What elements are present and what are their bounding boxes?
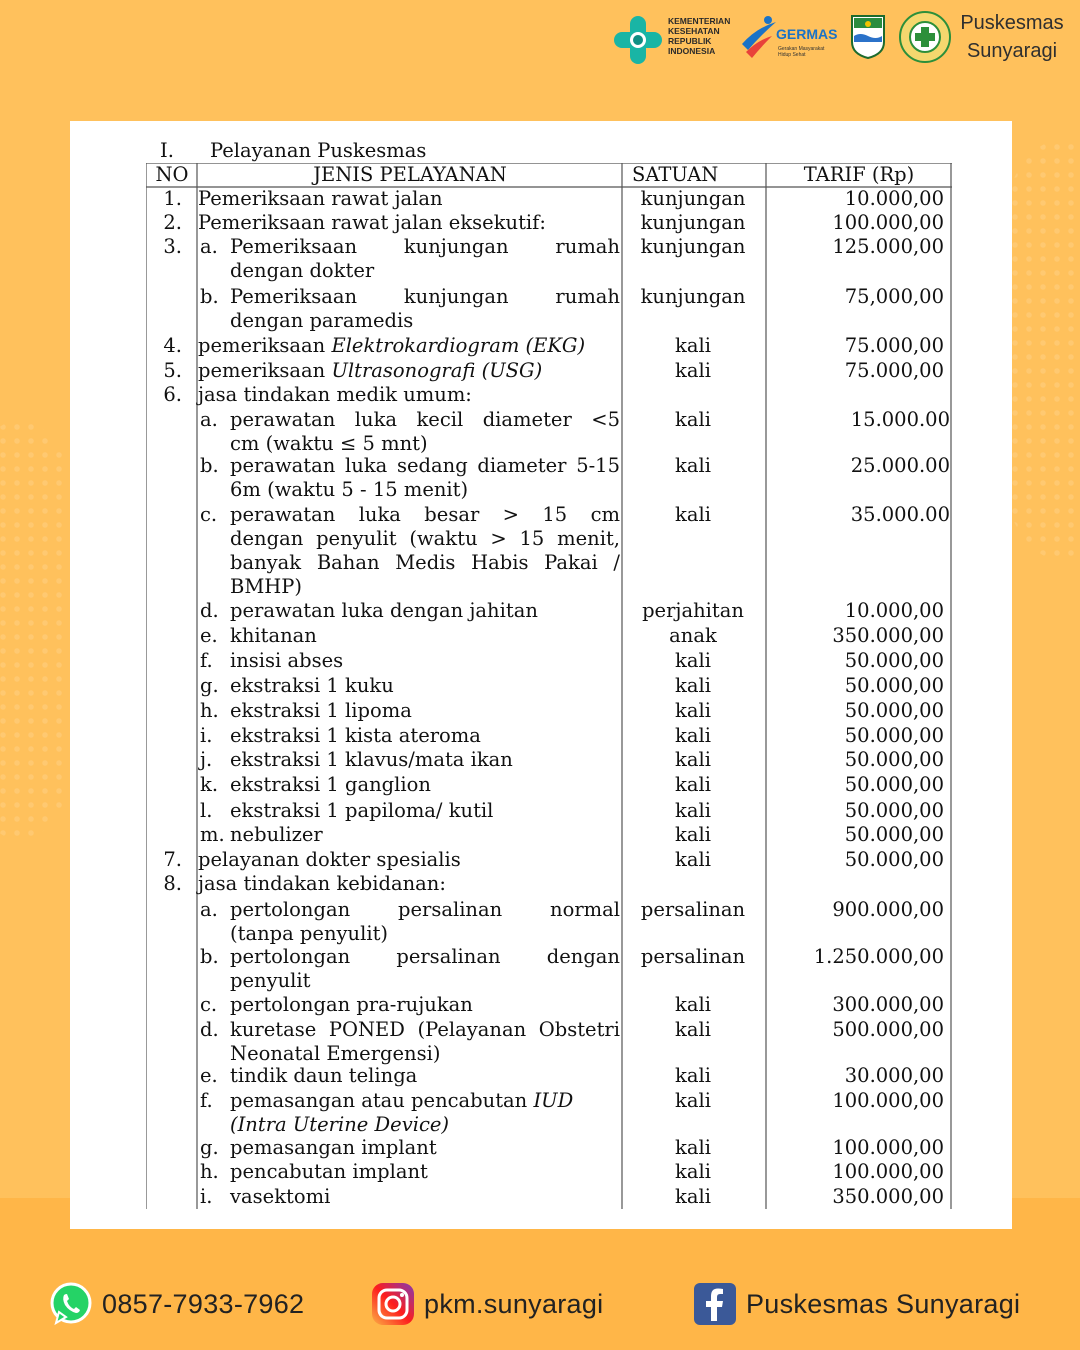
tariff-cell: 30.000,00 [844, 1064, 944, 1087]
row-sub-letter: b. [200, 945, 219, 968]
tariff-cell: 50.000,00 [844, 699, 944, 722]
column-header-jenis: JENIS PELAYANAN [313, 163, 507, 186]
unit-cell: kali [675, 649, 711, 672]
row-sub-letter: c. [200, 993, 218, 1016]
row-sub-letter: a. [200, 235, 218, 258]
row-number: 1. [163, 187, 182, 210]
service-name: Pemeriksaan rawat jalan [198, 187, 443, 210]
germas-subtitle: Gerakan Masyarakat Hidup Sehat [778, 46, 825, 58]
unit-cell: kali [675, 674, 711, 697]
service-name: ekstraksi 1 lipoma [230, 699, 412, 722]
row-sub-letter: f. [200, 1089, 213, 1112]
kemenkes-logo-icon [612, 14, 664, 66]
unit-cell: kali [675, 773, 711, 796]
unit-cell: kali [675, 1185, 711, 1208]
service-name: perawatan luka kecil diameter <5 [230, 408, 620, 431]
tariff-cell: 15.000.00 [850, 408, 950, 431]
tariff-cell: 350.000,00 [832, 624, 944, 647]
row-sub-letter: f. [200, 649, 213, 672]
instagram-icon [370, 1281, 416, 1327]
column-header-no: NO [155, 163, 189, 186]
service-name: 6m (waktu 5 - 15 menit) [230, 478, 469, 501]
unit-cell: kali [675, 1089, 711, 1112]
unit-cell: kunjungan [640, 211, 746, 234]
column-header-satuan: SATUAN [632, 163, 719, 186]
service-name-italic: Ultrasonografi (USG) [331, 359, 543, 382]
service-name [198, 359, 542, 383]
tariff-cell: 50.000,00 [844, 649, 944, 672]
tariff-cell: 100.000,00 [832, 1160, 944, 1183]
service-name: BMHP) [230, 575, 303, 598]
footer-contacts [0, 1278, 1080, 1330]
service-name: ekstraksi 1 papiloma/ kutil [230, 799, 494, 822]
whatsapp-icon [48, 1281, 94, 1327]
tariff-cell: 1.250.000,00 [813, 945, 944, 968]
instagram-handle: pkm.sunyaragi [424, 1288, 604, 1319]
row-sub-letter: e. [200, 624, 218, 647]
tariff-cell: 50.000,00 [844, 799, 944, 822]
unit-cell: kali [675, 724, 711, 747]
service-name [230, 1089, 573, 1113]
service-name: nebulizer [230, 823, 323, 846]
service-name: pertolongan persalinan normal [230, 898, 620, 921]
tariff-cell: 300.000,00 [832, 993, 944, 1016]
service-name-text: pemeriksaan [198, 334, 332, 357]
row-sub-letter: k. [200, 773, 219, 796]
row-sub-letter: h. [200, 1160, 219, 1183]
unit-cell: kali [675, 1018, 711, 1041]
org-name: Puskesmas Sunyaragi [960, 12, 1064, 62]
row-number: 7. [163, 848, 182, 871]
service-name [198, 334, 585, 358]
row-sub-letter: g. [200, 1136, 219, 1159]
unit-cell: kali [675, 799, 711, 822]
service-name-italic: (Intra Uterine Device) [230, 1113, 450, 1136]
facebook-icon [692, 1281, 738, 1327]
tariff-cell: 50.000,00 [844, 674, 944, 697]
service-name: dengan dokter [230, 259, 375, 282]
unit-cell: kali [675, 503, 711, 526]
tariff-cell: 10.000,00 [844, 599, 944, 622]
service-name: ekstraksi 1 kuku [230, 674, 394, 697]
germas-swoosh-icon [738, 14, 778, 64]
row-sub-letter: l. [200, 799, 213, 822]
row-number: 4. [163, 334, 182, 357]
tariff-cell: 100.000,00 [832, 211, 944, 234]
service-name: jasa tindakan medik umum: [198, 383, 472, 406]
unit-cell: kali [675, 823, 711, 846]
service-name: vasektomi [230, 1185, 331, 1208]
service-name: Pemeriksaan kunjungan rumah [230, 235, 620, 258]
service-name: kuretase PONED (Pelayanan Obstetri [230, 1018, 620, 1041]
tariff-cell: 50.000,00 [844, 773, 944, 796]
row-sub-letter: g. [200, 674, 219, 697]
tariff-cell: 50.000,00 [844, 823, 944, 846]
tariff-cell: 350.000,00 [832, 1185, 944, 1208]
service-name: pertolongan pra-rujukan [230, 993, 473, 1016]
row-number: 8. [163, 872, 182, 895]
row-sub-letter: a. [200, 898, 218, 921]
unit-cell: kali [675, 1136, 711, 1159]
unit-cell: kali [675, 408, 711, 431]
tariff-cell: 75.000,00 [844, 334, 944, 357]
service-name: Neonatal Emergensi) [230, 1042, 441, 1065]
unit-cell: kali [675, 748, 711, 771]
service-name: Pemeriksaan rawat jalan eksekutif: [198, 211, 546, 234]
unit-cell: kali [675, 454, 711, 477]
service-name: cm (waktu ≤ 5 mnt) [230, 432, 428, 455]
unit-cell: kunjungan [640, 187, 746, 210]
row-sub-letter: b. [200, 285, 219, 308]
service-name: ekstraksi 1 klavus/mata ikan [230, 748, 513, 771]
tariff-cell: 75.000,00 [844, 359, 944, 382]
unit-cell: persalinan [640, 898, 746, 921]
unit-cell: kali [675, 1064, 711, 1087]
row-sub-letter: d. [200, 599, 219, 622]
tariff-cell: 500.000,00 [832, 1018, 944, 1041]
row-sub-letter: a. [200, 408, 218, 431]
service-name: pencabutan implant [230, 1160, 428, 1183]
tariff-cell: 75,000,00 [844, 285, 944, 308]
row-sub-letter: i. [200, 1185, 213, 1208]
unit-cell: kali [675, 359, 711, 382]
tariff-cell: 125.000,00 [832, 235, 944, 258]
service-name-italic: IUD [533, 1089, 574, 1112]
facebook-page: Puskesmas Sunyaragi [746, 1288, 1021, 1319]
column-header-tarif: TARIF (Rp) [803, 163, 915, 186]
row-sub-letter: e. [200, 1064, 218, 1087]
tariff-cell: 100.000,00 [832, 1136, 944, 1159]
service-name: (tanpa penyulit) [230, 922, 389, 945]
row-number: 3. [163, 235, 182, 258]
unit-cell: perjahitan [642, 599, 744, 622]
tariff-cell: 100.000,00 [832, 1089, 944, 1112]
unit-cell: kali [675, 848, 711, 871]
unit-cell: kunjungan [640, 285, 746, 308]
service-name: insisi abses [230, 649, 344, 672]
service-name: dengan penyulit (waktu > 15 menit, [230, 527, 620, 550]
facebook-contact[interactable] [692, 1278, 1020, 1330]
service-name: pelayanan dokter spesialis [198, 848, 461, 871]
tariff-cell: 10.000,00 [844, 187, 944, 210]
unit-cell: persalinan [640, 945, 746, 968]
row-sub-letter: h. [200, 699, 219, 722]
unit-cell: kali [675, 699, 711, 722]
kemenkes-logo-text: KEMENTERIAN KESEHATAN REPUBLIK INDONESIA [668, 16, 731, 56]
tariff-cell: 50.000,00 [844, 724, 944, 747]
unit-cell: kunjungan [640, 235, 746, 258]
service-name: khitanan [230, 624, 317, 647]
service-name: perawatan luka besar > 15 cm [230, 503, 620, 526]
service-name: Pemeriksaan kunjungan rumah [230, 285, 620, 308]
service-name: pemasangan implant [230, 1136, 437, 1159]
cirebon-shield-icon [850, 14, 886, 60]
row-sub-letter: d. [200, 1018, 219, 1041]
row-number: 2. [163, 211, 182, 234]
tariff-cell: 25.000.00 [850, 454, 950, 477]
service-name-text: pemeriksaan [198, 359, 332, 382]
whatsapp-number: 0857-7933-7962 [102, 1288, 305, 1319]
germas-title: GERMAS [776, 26, 838, 42]
unit-cell: kali [675, 334, 711, 357]
service-name: banyak Bahan Medis Habis Pakai / [230, 551, 620, 574]
header-logos [606, 8, 1076, 78]
row-sub-letter: c. [200, 503, 218, 526]
tariff-document [70, 121, 1012, 1229]
tariff-cell: 35.000.00 [850, 503, 950, 526]
row-sub-letter: m. [200, 823, 225, 846]
unit-cell: kali [675, 993, 711, 1016]
tariff-cell: 50.000,00 [844, 748, 944, 771]
row-sub-letter: j. [200, 748, 213, 771]
instagram-contact[interactable] [370, 1278, 603, 1330]
service-name: penyulit [230, 969, 311, 992]
service-name: ekstraksi 1 kista ateroma [230, 724, 481, 747]
tariff-cell: 900.000,00 [832, 898, 944, 921]
service-name: perawatan luka dengan jahitan [230, 599, 538, 622]
row-sub-letter: b. [200, 454, 219, 477]
service-name: perawatan luka sedang diameter 5-15 [230, 454, 620, 477]
section-title: I. Pelayanan Puskesmas [160, 139, 427, 162]
unit-cell: anak [669, 624, 717, 647]
puskesmas-seal-icon [898, 10, 952, 64]
row-number: 6. [163, 383, 182, 406]
service-name: pertolongan persalinan dengan [230, 945, 620, 968]
unit-cell: kali [675, 1160, 711, 1183]
service-name-text: pemasangan atau pencabutan [230, 1089, 534, 1112]
service-name: ekstraksi 1 ganglion [230, 773, 431, 796]
row-number: 5. [163, 359, 182, 382]
whatsapp-contact[interactable] [48, 1278, 304, 1330]
row-sub-letter: i. [200, 724, 213, 747]
tariff-cell: 50.000,00 [844, 848, 944, 871]
service-name: tindik daun telinga [230, 1064, 418, 1087]
service-name: jasa tindakan kebidanan: [198, 872, 446, 895]
germas-logo [738, 14, 842, 66]
service-name-italic: Elektrokardiogram (EKG) [331, 334, 586, 357]
service-name: dengan paramedis [230, 309, 414, 332]
